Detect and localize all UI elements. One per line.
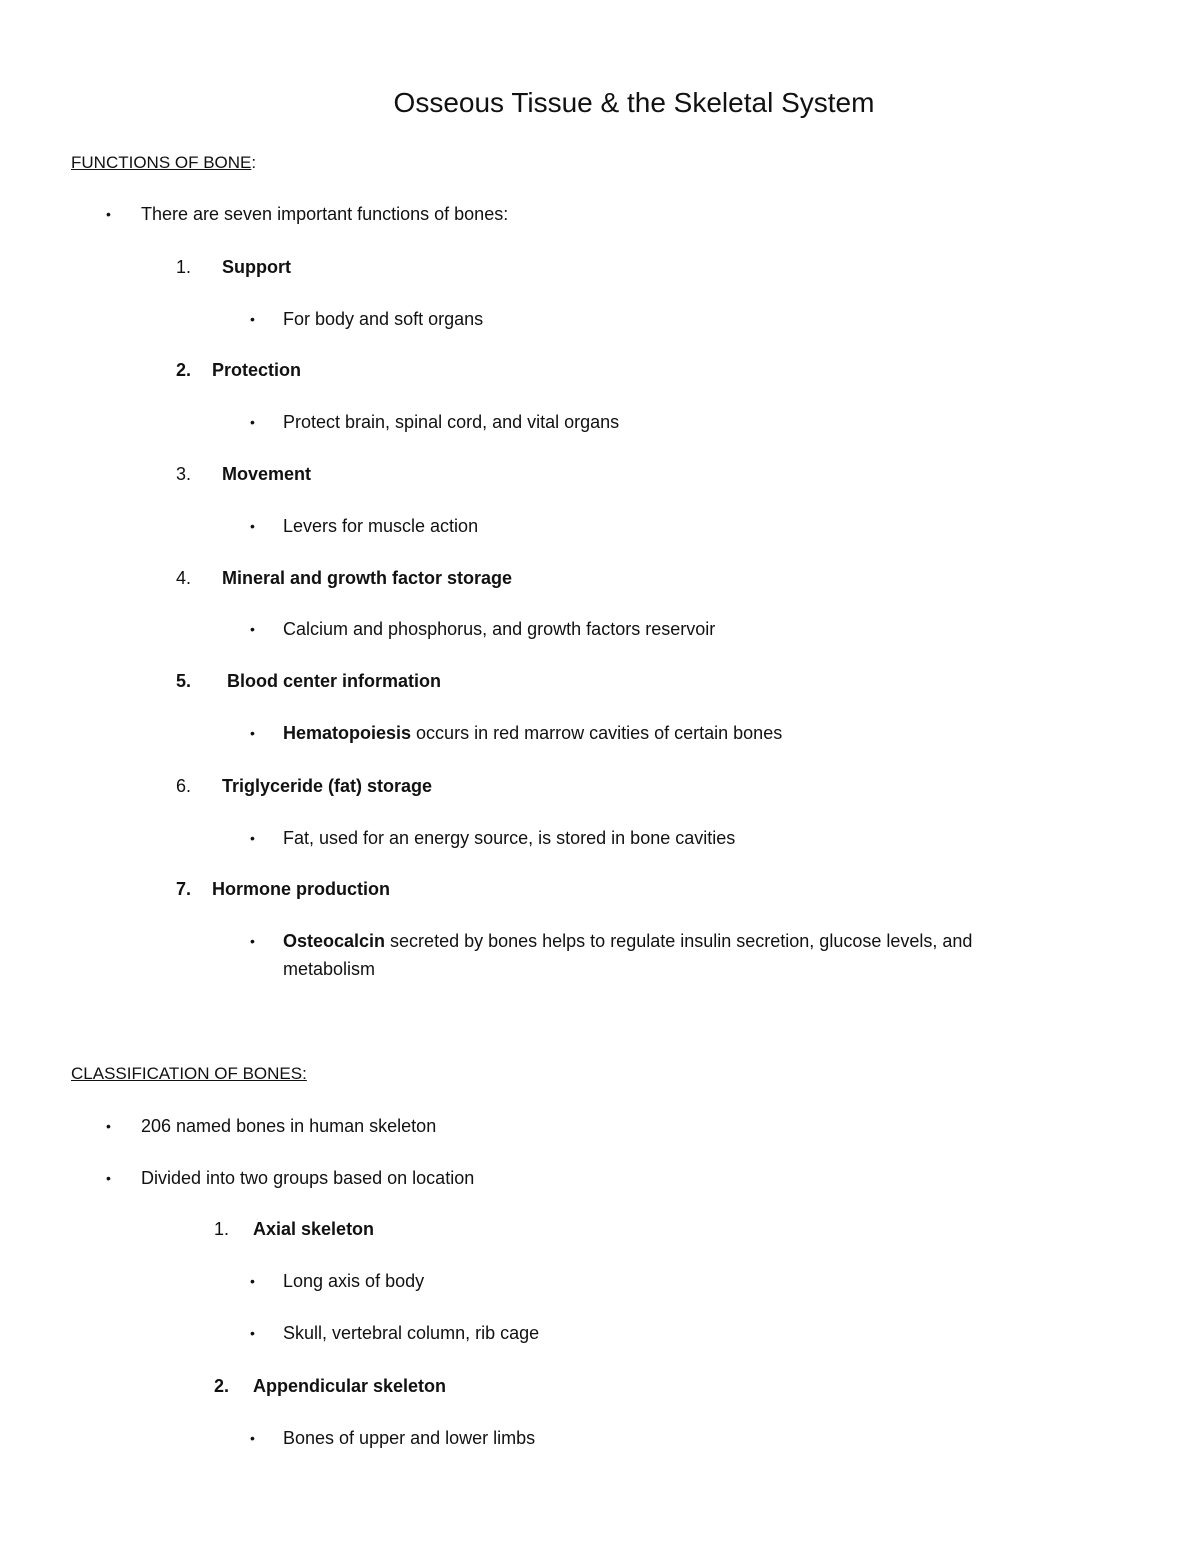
function-detail-hormone-production xyxy=(283,930,972,952)
bullet-icon: • xyxy=(250,1430,255,1446)
function-detail-support: For body and soft organs xyxy=(283,309,484,329)
group-label-appendicular: Appendicular skeleton xyxy=(253,1376,447,1396)
item-number: 7. xyxy=(176,879,192,899)
item-number: 5. xyxy=(176,671,192,691)
item-number: 3. xyxy=(176,464,192,484)
classification-bullet: 206 named bones in human skeleton xyxy=(141,1116,437,1136)
bullet-icon: • xyxy=(250,830,255,846)
item-number: 4. xyxy=(176,568,192,588)
bullet-icon: • xyxy=(250,414,255,430)
function-detail-protection: Protect brain, spinal cord, and vital organs xyxy=(283,412,620,432)
bullet-icon: • xyxy=(250,725,255,741)
group-detail-axial: Skull, vertebral column, rib cage xyxy=(283,1323,540,1343)
classification-heading: CLASSIFICATION OF BONES: xyxy=(71,1064,307,1083)
functions-heading-colon: : xyxy=(251,153,257,172)
item-number: 6. xyxy=(176,776,192,796)
bullet-icon: • xyxy=(250,1273,255,1289)
detail-bold-term: Hematopoiesis xyxy=(283,723,412,743)
detail-bold-term: Osteocalcin xyxy=(283,931,386,951)
bullet-icon: • xyxy=(106,1170,111,1186)
function-label-hormone-production: Hormone production xyxy=(212,879,390,899)
bullet-icon: • xyxy=(250,518,255,534)
group-detail-axial: Long axis of body xyxy=(283,1271,425,1291)
item-number: 2. xyxy=(214,1376,230,1396)
detail-text: secreted by bones helps to regulate insulin secretion, glucose levels, and xyxy=(385,931,973,951)
bullet-icon: • xyxy=(250,311,255,327)
function-detail-hormone-production-line2: metabolism xyxy=(283,959,376,979)
group-label-axial: Axial skeleton xyxy=(253,1219,375,1239)
function-detail-movement: Levers for muscle action xyxy=(283,516,479,536)
function-detail-mineral-storage: Calcium and phosphorus, and growth factors reservoir xyxy=(283,619,716,639)
bullet-icon: • xyxy=(106,206,111,222)
functions-heading-text: FUNCTIONS OF BONE xyxy=(71,153,252,172)
page-title: Osseous Tissue & the Skeletal System xyxy=(393,87,875,118)
functions-heading xyxy=(71,152,256,174)
classification-bullet: Divided into two groups based on location xyxy=(141,1168,475,1188)
bullet-icon: • xyxy=(250,933,255,949)
bullet-icon: • xyxy=(250,621,255,637)
function-label-support: Support xyxy=(222,257,291,277)
function-detail-triglyceride-storage: Fat, used for an energy source, is stored in bone cavities xyxy=(283,828,736,848)
item-number: 1. xyxy=(214,1219,230,1239)
function-label-protection: Protection xyxy=(212,360,302,380)
bullet-icon: • xyxy=(106,1118,111,1134)
group-detail-appendicular: Bones of upper and lower limbs xyxy=(283,1428,536,1448)
function-label-mineral-storage: Mineral and growth factor storage xyxy=(222,568,513,588)
function-label-triglyceride-storage: Triglyceride (fat) storage xyxy=(222,776,433,796)
bullet-icon: • xyxy=(250,1325,255,1341)
function-label-blood-center: Blood center information xyxy=(227,671,442,691)
function-detail-blood-center xyxy=(283,722,782,744)
detail-text: occurs in red marrow cavities of certain bones xyxy=(411,723,783,743)
item-number: 1. xyxy=(176,257,192,277)
functions-intro: There are seven important functions of bones: xyxy=(141,204,509,224)
item-number: 2. xyxy=(176,360,192,380)
function-label-movement: Movement xyxy=(222,464,312,484)
